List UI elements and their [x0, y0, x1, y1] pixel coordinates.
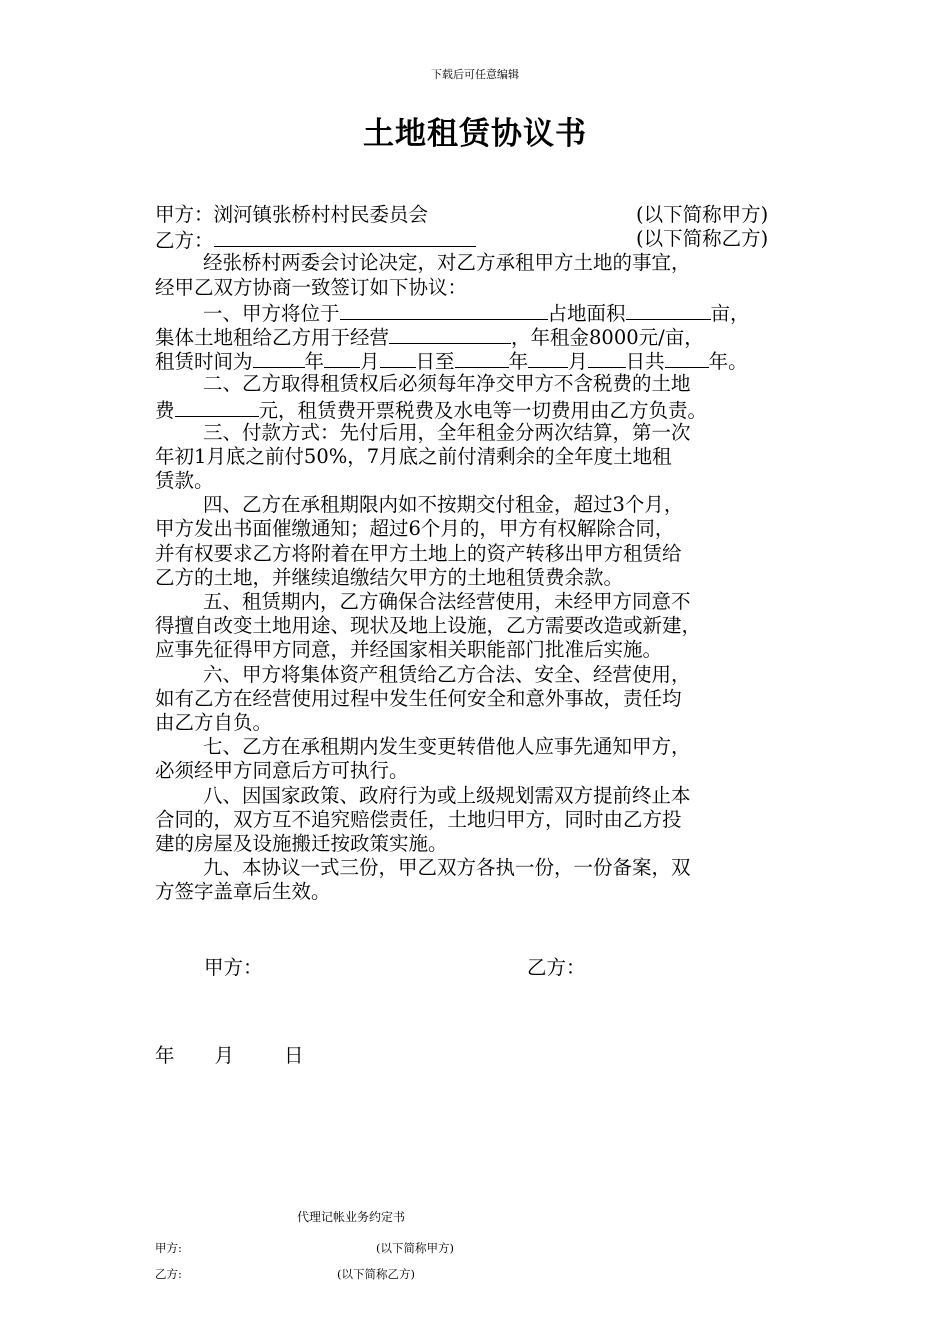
clause-4-line: 甲方发出书面催缴通知；超过6个月的，甲方有权解除合同，	[155, 517, 675, 541]
clause-3-line: 三、付款方式：先付后用，全年租金分两次结算，第一次	[203, 420, 691, 444]
party-b-label: 乙方：	[155, 229, 214, 253]
text: 月	[360, 350, 380, 374]
clause-9-line: 方签字盖章后生效。	[155, 880, 331, 904]
party-b-line	[155, 227, 805, 251]
clause-9-line: 九、本协议一式三份，甲乙双方各执一份，一份备案，双	[203, 856, 691, 880]
start-month-blank	[324, 348, 360, 368]
text: 集体土地租给乙方用于经营	[155, 325, 390, 349]
text: 一、甲方将位于	[203, 301, 340, 325]
text: 日至	[415, 350, 455, 374]
clause-4-line: 四、乙方在承租期限内如不按期交付租金，超过3个月，	[203, 493, 684, 517]
start-year-blank	[253, 348, 305, 368]
text: 年	[304, 350, 325, 374]
location-blank	[340, 300, 548, 320]
party-b-note: (以下简称乙方)	[636, 227, 769, 251]
text: 费	[155, 398, 175, 422]
date-year: 年	[155, 1044, 175, 1067]
footer-party-a-label: 甲方:	[155, 1241, 182, 1255]
text: 租赁时间为	[155, 350, 253, 374]
party-a-line	[155, 203, 805, 227]
text: 占地面积	[547, 301, 626, 325]
clause-7-line: 七、乙方在承租期内发生变更转借他人应事先通知甲方，	[203, 735, 691, 759]
header-note: 下载后可任意编辑	[431, 68, 519, 81]
total-years-blank	[665, 348, 709, 368]
footer-party-b-note: (以下简称乙方)	[337, 1267, 415, 1281]
start-day-blank	[380, 348, 416, 368]
clause-2-line	[155, 397, 805, 421]
clause-6-line: 六、甲方将集体资产租赁给乙方合法、安全、经营使用，	[203, 662, 691, 686]
clause-2-line: 二、乙方取得租赁权后必须每年净交甲方不含税费的土地	[203, 372, 691, 396]
intro-line: 经张桥村两委会讨论决定，对乙方承租甲方土地的事宜，	[203, 251, 691, 275]
text: 年。	[708, 350, 748, 374]
document-title: 土地租赁协议书	[363, 116, 587, 152]
fee-blank	[175, 397, 259, 417]
party-a-text: 甲方：浏河镇张桥村村民委员会	[155, 203, 429, 226]
text: 月	[568, 350, 588, 374]
end-year-blank	[455, 348, 509, 368]
clause-6-line: 如有乙方在经营使用过程中发生任何安全和意外事故，责任均	[155, 686, 682, 710]
clause-3-line: 赁款。	[155, 469, 214, 493]
text: 日共	[625, 350, 665, 374]
clause-6-line: 由乙方自负。	[155, 710, 273, 734]
footer-party-a-note: (以下简称甲方)	[376, 1241, 454, 1255]
date-month: 月	[214, 1044, 235, 1067]
date-day: 日	[284, 1044, 304, 1067]
clause-4-line: 乙方的土地，并继续追缴结欠甲方的土地租赁费余款。	[155, 565, 624, 589]
purpose-blank	[389, 324, 511, 344]
intro-line: 经甲乙双方协商一致签订如下协议：	[155, 275, 468, 299]
clause-8-line: 建的房屋及设施搬迁按政策实施。	[155, 831, 448, 855]
text: 亩，	[710, 301, 750, 325]
clause-8-line: 八、因国家政策、政府行为或上级规划需双方提前终止本	[203, 783, 691, 807]
clause-5-line: 五、租赁期内，乙方确保合法经营使用，未经甲方同意不	[203, 590, 691, 613]
end-month-blank	[528, 348, 568, 368]
clause-3-line: 年初1月底之前付50%，7月底之前付清剩余的全年度土地租	[155, 444, 672, 468]
clause-5-line: 得擅自改变土地用途、现状及地上设施，乙方需要改造或新建，	[155, 614, 702, 638]
party-b-signature-label: 乙方：	[527, 956, 586, 979]
end-day-blank	[588, 348, 626, 368]
text: 年	[508, 350, 529, 374]
party-b-blank	[214, 227, 476, 247]
clause-1-line	[155, 300, 805, 324]
date-line	[155, 1040, 304, 1068]
clause-7-line: 必须经甲方同意后方可执行。	[155, 759, 409, 783]
text: ，年租金8000元/亩，	[511, 325, 704, 349]
party-a-signature-label: 甲方：	[204, 956, 263, 979]
agreement-body	[155, 203, 805, 904]
clause-4-line: 并有权要求乙方将附着在甲方土地上的资产转移出甲方租赁给	[155, 541, 682, 565]
party-a-note: (以下简称甲方)	[636, 203, 769, 226]
area-blank	[626, 300, 711, 320]
clause-5-line: 应事先征得甲方同意，并经国家相关职能部门批准后实施。	[155, 638, 663, 662]
clause-8-line: 合同的，双方互不追究赔偿责任，土地归甲方，同时由乙方投	[155, 807, 682, 831]
footer-title: 代理记帐业务约定书	[297, 1210, 406, 1224]
clause-1-line	[155, 348, 805, 372]
text: 元，租赁费开票税费及水电等一切费用由乙方负责。	[258, 398, 708, 422]
footer-party-b-label: 乙方:	[155, 1267, 182, 1281]
clause-1-line	[155, 324, 805, 348]
